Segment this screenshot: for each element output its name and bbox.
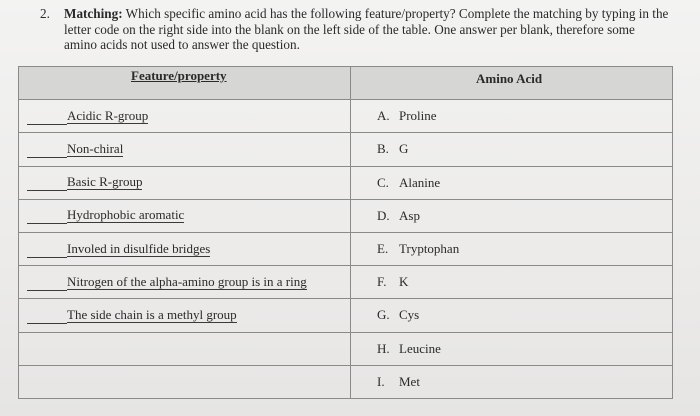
table-row [19, 365, 673, 398]
option-letter: I. [377, 373, 385, 389]
amino-acid-option [377, 274, 408, 290]
option-letter: D. [377, 207, 390, 223]
feature-text: Non-chiral [67, 140, 124, 156]
option-cell [351, 332, 673, 365]
feature-text: Nitrogen of the alpha-amino group is in a ring [67, 273, 307, 289]
option-name: Tryptophan [399, 241, 460, 257]
option-letter: F. [377, 274, 387, 290]
feature-text: Involed in disulfide bridges [67, 240, 211, 256]
feature-text: Acidic R-group [67, 107, 149, 123]
feature-cell [19, 365, 351, 398]
option-name: Alanine [399, 174, 441, 190]
question-block [40, 6, 670, 53]
table-header-row [19, 67, 673, 100]
amino-acid-option [377, 341, 441, 357]
option-name: Proline [399, 108, 437, 124]
feature-cell [19, 332, 351, 365]
option-name: Cys [399, 307, 420, 323]
option-cell [351, 299, 673, 332]
table-row [19, 232, 673, 265]
option-letter: H. [377, 340, 390, 356]
table-row [19, 199, 673, 232]
option-name: G [399, 141, 409, 157]
amino-acid-option [377, 141, 408, 157]
feature-cell [19, 100, 351, 133]
option-cell [351, 100, 673, 133]
option-letter: B. [377, 141, 389, 157]
question-instructions: Which specific amino acid has the following feature/property? Complete the matching by typing in the letter code on the right side into the blank on the left side of the table. One answer per blank, therefore some amino acids not used to answer the question. [64, 6, 669, 52]
header-amino-acid-cell [351, 67, 673, 100]
option-letter: C. [377, 174, 389, 190]
option-cell [351, 166, 673, 199]
table-row [19, 266, 673, 299]
answer-blank[interactable] [27, 207, 67, 224]
answer-blank[interactable] [27, 307, 67, 324]
feature-cell [19, 199, 351, 232]
amino-acid-option [377, 175, 440, 191]
answer-blank[interactable] [27, 274, 67, 291]
answer-blank[interactable] [27, 174, 67, 191]
amino-acid-option [377, 374, 420, 390]
option-cell [351, 365, 673, 398]
feature-cell [19, 266, 351, 299]
option-cell [351, 232, 673, 265]
answer-blank[interactable] [27, 108, 67, 125]
amino-acid-option [377, 208, 420, 224]
header-feature-cell [19, 67, 351, 100]
table-row [19, 133, 673, 166]
option-name: Asp [399, 207, 420, 223]
feature-cell [19, 232, 351, 265]
question-label: Matching: [64, 6, 123, 21]
feature-cell [19, 133, 351, 166]
option-cell [351, 266, 673, 299]
option-name: K [399, 274, 409, 290]
answer-blank[interactable] [27, 241, 67, 258]
amino-acid-option [377, 307, 419, 323]
header-amino-acid: Amino Acid [476, 71, 543, 86]
header-feature-property: Feature/property [131, 68, 227, 83]
feature-text: Hydrophobic aromatic [67, 207, 185, 223]
option-letter: G. [377, 307, 390, 323]
option-name: Met [399, 373, 420, 389]
table-row [19, 299, 673, 332]
feature-text: The side chain is a methyl group [67, 306, 237, 322]
option-name: Leucine [399, 340, 441, 356]
table-row [19, 166, 673, 199]
option-letter: E. [377, 241, 389, 257]
answer-blank[interactable] [27, 141, 67, 158]
amino-acid-option [377, 108, 437, 124]
amino-acid-option [377, 241, 459, 257]
feature-text: Basic R-group [67, 174, 143, 190]
option-cell [351, 199, 673, 232]
matching-table [18, 66, 673, 399]
question-number: 2. [40, 6, 50, 21]
feature-cell [19, 299, 351, 332]
table-row [19, 332, 673, 365]
option-letter: A. [377, 108, 390, 124]
table-row [19, 100, 673, 133]
option-cell [351, 133, 673, 166]
question-text-block [64, 6, 670, 53]
feature-cell [19, 166, 351, 199]
